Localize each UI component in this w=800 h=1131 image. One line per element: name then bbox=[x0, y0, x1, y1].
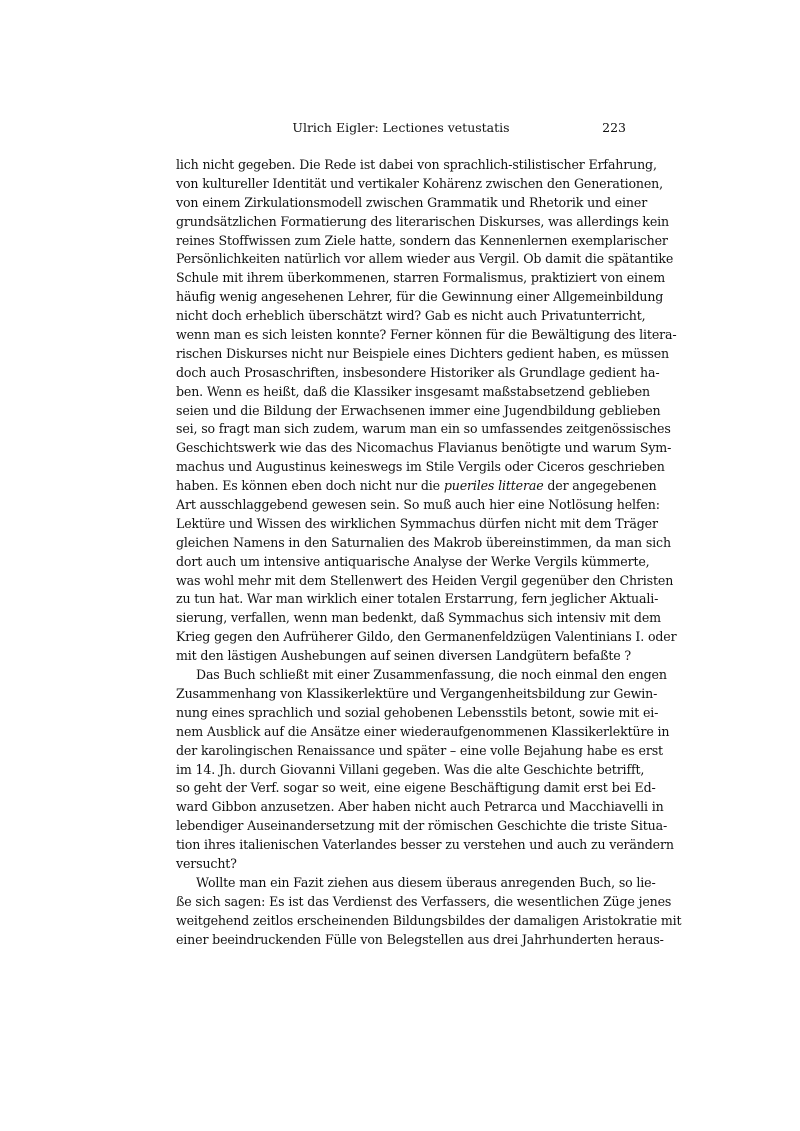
text-line: nem Ausblick auf die Ansätze einer wiederaufgenommenen Klassikerlektüre in bbox=[176, 723, 670, 739]
text-line: so geht der Verf. sogar so weit, eine eigene Beschäftigung damit erst bei Ed- bbox=[176, 780, 656, 796]
text-line: Zusammenhang von Klassikerlektüre und Vergangenheitsbildung zur Gewin- bbox=[176, 685, 658, 701]
text-line: Wollte man ein Fazit ziehen aus diesem überaus anregenden Buch, so lie- bbox=[196, 874, 656, 890]
text-line: machus und Augustinus keineswegs im Stile Vergils oder Ciceros geschrieben bbox=[176, 459, 665, 475]
text-line: zu tun hat. War man wirklich einer totalen Erstarrung, fern jeglicher Aktuali- bbox=[176, 591, 659, 607]
paragraph-3 bbox=[176, 874, 682, 950]
page-number: 223 bbox=[602, 120, 626, 135]
text-line: dort auch um intensive antiquarische Analyse der Werke Vergils kümmerte, bbox=[176, 553, 650, 569]
text-line: im 14. Jh. durch Giovanni Villani gegeben. Was die alte Geschichte betrifft, bbox=[176, 761, 645, 777]
text-line: von kultureller Identität und vertikaler Kohärenz zwischen den Generationen, bbox=[176, 175, 664, 191]
text-line: Schule mit ihrem überkommenen, starren Formalismus, praktiziert von einem bbox=[176, 270, 665, 286]
text-line: nung eines sprachlich und sozial gehobenen Lebensstils betont, sowie mit ei- bbox=[176, 704, 659, 720]
text-line: ward Gibbon anzusetzen. Aber haben nicht auch Petrarca und Macchiavelli in bbox=[176, 799, 664, 815]
text-line: wenn man es sich leisten konnte? Ferner können für die Bewältigung des litera- bbox=[176, 327, 677, 343]
text-line: was wohl mehr mit dem Stellenwert des Heiden Vergil gegenüber den Christen bbox=[176, 572, 674, 588]
text-line: reines Stoffwissen zum Ziele hatte, sondern das Kennenlernen exemplarischer bbox=[176, 232, 668, 248]
text-line: ße sich sagen: Es ist das Verdienst des Verfassers, die wesentlichen Züge jenes bbox=[176, 893, 672, 909]
text-line: von einem Zirkulationsmodell zwischen Grammatik und Rhetorik und einer bbox=[176, 194, 648, 210]
running-head bbox=[176, 118, 626, 138]
text-line: Persönlichkeiten natürlich vor allem wieder aus Vergil. Ob damit die spätantike bbox=[176, 251, 674, 267]
text-line: tion ihres italienischen Vaterlandes besser zu verstehen und auch zu verändern bbox=[176, 837, 674, 853]
text-line: doch auch Prosaschriften, insbesondere Historiker als Grundlage gedient ha- bbox=[176, 364, 660, 380]
running-title: Ulrich Eigler: Lectiones vetustatis bbox=[292, 120, 510, 135]
text-line: nicht doch erheblich überschätzt wird? Gab es nicht auch Privatunterricht, bbox=[176, 308, 646, 324]
text-line: rischen Diskurses nicht nur Beispiele eines Dichters gedient haben, es müssen bbox=[176, 345, 670, 361]
text-line: weitgehend zeitlos erscheinenden Bildungsbildes der damaligen Aristokratie mit bbox=[176, 912, 682, 928]
text-line: sei, so fragt man sich zudem, warum man ein so umfassendes zeitgenössisches bbox=[176, 421, 671, 437]
text-line: haben. Es können eben doch nicht nur die pueriles litterae der angegebenen bbox=[176, 478, 657, 494]
text-line: Art ausschlaggebend gewesen sein. So muß auch hier eine Notlösung helfen: bbox=[176, 497, 660, 513]
paragraph-1 bbox=[176, 156, 677, 666]
paragraph-2 bbox=[176, 666, 674, 874]
text-line: grundsätzlichen Formatierung des literarischen Diskurses, was allerdings kein bbox=[176, 213, 670, 229]
text-line: Krieg gegen den Aufrüherer Gildo, den Germanenfeldzügen Valentinians I. oder bbox=[176, 629, 677, 645]
text-line: lebendiger Auseinandersetzung mit der römischen Geschichte die triste Situa- bbox=[176, 818, 668, 834]
text-line: lich nicht gegeben. Die Rede ist dabei von sprachlich-stilistischer Erfahrung, bbox=[176, 157, 657, 172]
text-line: seien und die Bildung der Erwachsenen immer eine Jugendbildung geblieben bbox=[176, 402, 661, 418]
latin-phrase: pueriles litterae bbox=[443, 478, 544, 494]
text-line: Das Buch schließt mit einer Zusammenfassung, die noch einmal den engen bbox=[196, 667, 667, 683]
text-line: versucht? bbox=[176, 855, 237, 871]
text-line: der karolingischen Renaissance und später – eine volle Bejahung habe es erst bbox=[176, 742, 663, 758]
text-line: ben. Wenn es heißt, daß die Klassiker insgesamt maßstabsetzend geblieben bbox=[176, 383, 650, 399]
text-line: einer beeindruckenden Fülle von Belegstellen aus drei Jahrhunderten heraus- bbox=[176, 931, 664, 947]
text-line: Geschichtswerk wie das des Nicomachus Flavianus benötigte und warum Sym- bbox=[176, 440, 672, 456]
text-line: häufig wenig angesehenen Lehrer, für die Gewinnung einer Allgemeinbildung bbox=[176, 289, 664, 305]
text-line: Lektüre und Wissen des wirklichen Symmachus dürfen nicht mit dem Träger bbox=[176, 515, 658, 531]
body-text bbox=[176, 156, 682, 949]
text-line: gleichen Namens in den Saturnalien des Makrob übereinstimmen, da man sich bbox=[176, 534, 671, 550]
text-line: sierung, verfallen, wenn man bedenkt, daß Symmachus sich intensiv mit dem bbox=[176, 610, 661, 626]
text-line: mit den lästigen Aushebungen auf seinen diversen Landgütern befaßte ? bbox=[176, 648, 632, 664]
